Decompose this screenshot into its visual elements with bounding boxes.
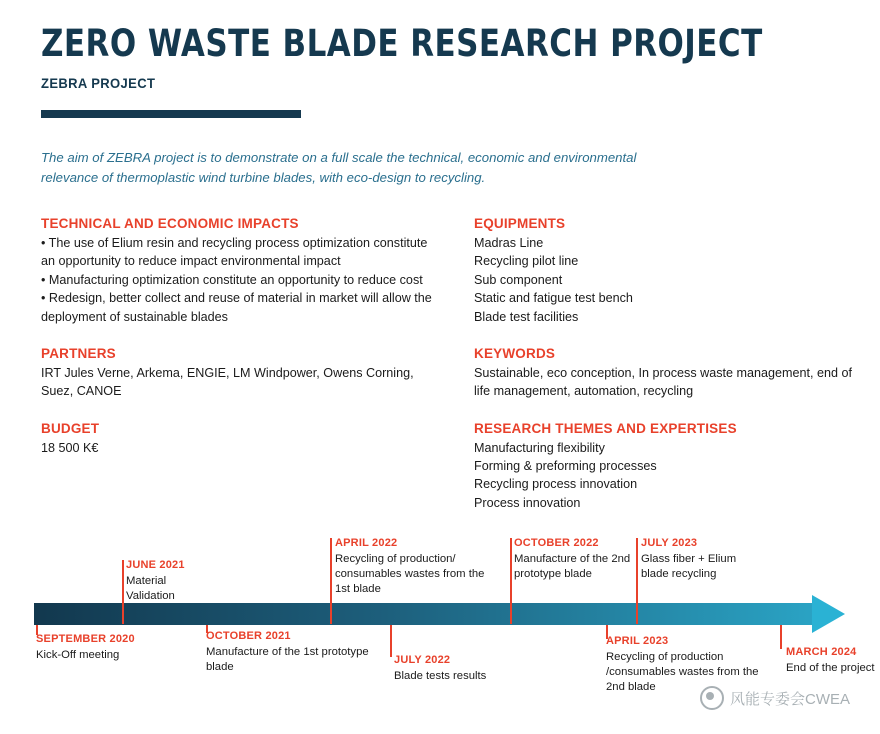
- section-body: [41, 364, 441, 401]
- section-line: Recycling pilot line: [474, 254, 579, 269]
- section-line: Recycling process innovation: [474, 477, 638, 492]
- timeline-event: [394, 653, 544, 684]
- section-line: • The use of Elium resin and recycling process optimization constitute an opportunity to reduce impact environmental impact: [41, 236, 428, 269]
- timeline-event-text: Blade tests results: [394, 669, 487, 682]
- timeline-arrow-icon: [812, 595, 845, 633]
- timeline-event-date: JUNE 2021: [126, 559, 185, 571]
- section-body: [474, 439, 854, 513]
- timeline-tick: [330, 538, 332, 624]
- section-heading: KEYWORDS: [474, 345, 556, 361]
- timeline-event-text: Manufacture of the 1st prototype blade: [206, 645, 369, 673]
- timeline-bar: [34, 603, 814, 625]
- timeline-event-date: OCTOBER 2022: [514, 537, 599, 549]
- section-line: • Redesign, better collect and reuse of material in market will allow the deployment of sustainable blades: [41, 291, 432, 324]
- watermark-text: 风能专委会CWEA: [730, 690, 851, 708]
- timeline-event: [514, 536, 634, 582]
- section-line: 18 500 K€: [41, 440, 99, 455]
- section-heading: RESEARCH THEMES AND EXPERTISES: [474, 420, 737, 436]
- section-line: IRT Jules Verne, Arkema, ENGIE, LM Windpower, Owens Corning, Suez, CANOE: [41, 365, 414, 399]
- section-body: [41, 234, 441, 326]
- timeline-event-date: APRIL 2023: [606, 635, 669, 647]
- section-line: Blade test facilities: [474, 309, 579, 324]
- timeline-event-date: SEPTEMBER 2020: [36, 633, 135, 645]
- right-column: [474, 216, 854, 532]
- section-line: • Manufacturing optimization constitute an opportunity to reduce cost: [41, 272, 423, 287]
- section-line: Sustainable, eco conception, In process waste management, end of life management, automation, recycling: [474, 365, 853, 399]
- section-research-themes-and-expertises: [474, 421, 854, 513]
- timeline-tick: [122, 560, 124, 624]
- section-line: Process innovation: [474, 495, 581, 510]
- section-line: Manufacturing flexibility: [474, 440, 605, 455]
- section-line: Static and fatigue test bench: [474, 291, 633, 306]
- section-technical-economic-impacts: [41, 216, 441, 326]
- section-line: Forming & preforming processes: [474, 459, 657, 473]
- watermark-logo-icon: [700, 686, 724, 710]
- watermark: [700, 686, 850, 710]
- section-heading: PARTNERS: [41, 345, 116, 361]
- page-title: ZERO WASTE BLADE RESEARCH PROJECT: [41, 22, 763, 65]
- timeline-event-date: JULY 2023: [641, 537, 698, 549]
- section-equipments: [474, 216, 854, 326]
- section-line: Sub component: [474, 272, 563, 287]
- timeline-event: [206, 629, 376, 675]
- timeline-event-date: OCTOBER 2021: [206, 630, 291, 642]
- section-line: Madras Line: [474, 236, 544, 250]
- timeline-tick: [636, 538, 638, 624]
- page-subtitle: ZEBRA PROJECT: [41, 75, 156, 91]
- timeline-event-date: JULY 2022: [394, 654, 451, 666]
- section-partners: [41, 346, 441, 401]
- timeline-event: [36, 632, 186, 663]
- timeline-event-text: Recycling of production /consumables wastes from the 2nd blade: [606, 650, 759, 693]
- section-keywords: [474, 346, 854, 401]
- timeline-event-text: Material Validation: [126, 574, 175, 602]
- timeline-tick: [780, 625, 782, 649]
- timeline-event: [786, 645, 880, 676]
- left-column: [41, 216, 441, 477]
- section-heading: BUDGET: [41, 420, 100, 436]
- timeline-event-text: End of the project: [786, 661, 875, 674]
- timeline-event: [126, 558, 216, 604]
- timeline-event-text: Glass fiber + Elium blade recycling: [641, 552, 737, 580]
- section-heading: EQUIPMENTS: [474, 216, 566, 231]
- section-heading: TECHNICAL AND ECONOMIC IMPACTS: [41, 216, 299, 231]
- section-body: [474, 364, 854, 401]
- section-budget: [41, 421, 441, 457]
- timeline-event-text: Manufacture of the 2nd prototype blade: [514, 552, 631, 580]
- timeline-event-date: MARCH 2024: [786, 646, 857, 658]
- section-body: [474, 234, 854, 326]
- timeline-event-text: Recycling of production/ consumables wastes from the 1st blade: [335, 552, 485, 595]
- timeline-event-date: APRIL 2022: [335, 537, 398, 549]
- project-aim-text: The aim of ZEBRA project is to demonstrate on a full scale the technical, economic and environmental relevance of thermoplastic wind turbine blades, with eco-design to recycling.: [41, 150, 637, 186]
- title-rule: [41, 110, 301, 118]
- timeline-event: [335, 536, 490, 597]
- timeline-event-text: Kick-Off meeting: [36, 648, 120, 661]
- timeline-tick: [510, 538, 512, 624]
- timeline-event: [641, 536, 751, 582]
- timeline-tick: [390, 625, 392, 657]
- section-body: [41, 439, 441, 457]
